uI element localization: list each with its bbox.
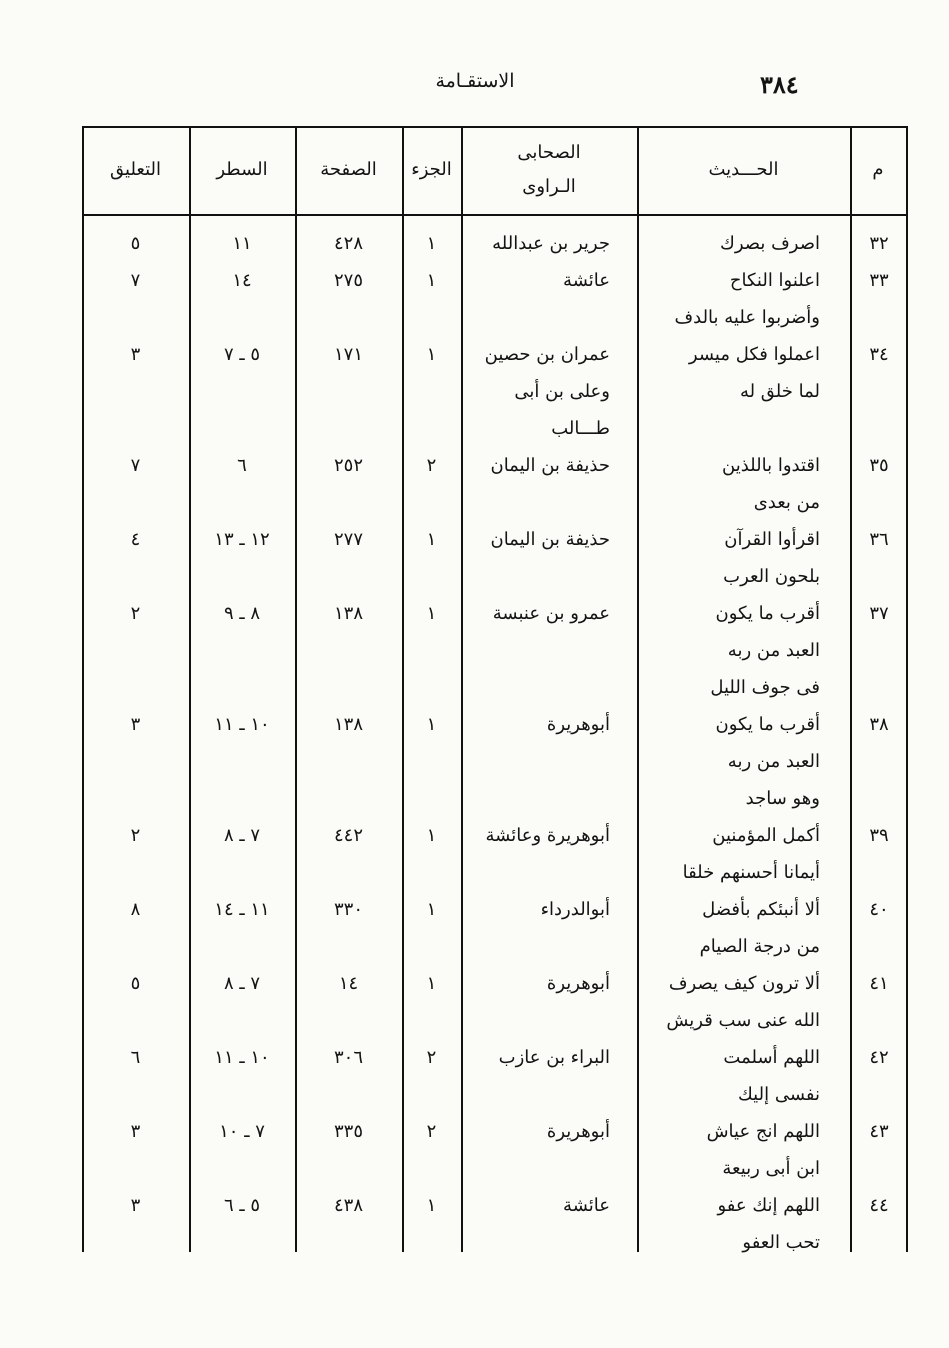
hadith-line: تحب العفو bbox=[742, 1232, 820, 1253]
narrator-text bbox=[563, 1188, 610, 1225]
line-value: ٥ ـ ٧ bbox=[223, 344, 261, 365]
hadith-line: أقرب ما يكون bbox=[715, 714, 820, 735]
hadith-text bbox=[666, 966, 820, 1040]
hadith-line: أقرب ما يكون bbox=[715, 603, 820, 624]
page-value: ١٣٨ bbox=[333, 714, 363, 735]
volume-value: ٢ bbox=[426, 1047, 437, 1068]
page-header bbox=[0, 66, 949, 106]
page-number: ٣٨٤ bbox=[760, 70, 799, 99]
row-number: ٤٠ bbox=[869, 899, 889, 920]
header-page-label: الصفحة bbox=[320, 159, 377, 180]
hadith-line: اللهم أسلمت bbox=[723, 1047, 820, 1068]
narrator-text bbox=[490, 448, 610, 485]
row-number: ٣٥ bbox=[869, 455, 889, 476]
page-value: ٤٤٢ bbox=[333, 825, 363, 846]
header-hadith-label: الحـــديث bbox=[708, 159, 779, 180]
volume-value: ١ bbox=[426, 270, 437, 291]
page-value: ٤٣٨ bbox=[333, 1195, 363, 1216]
page-value: ١٤ bbox=[338, 973, 359, 994]
narrator-line: جرير بن عبدالله bbox=[492, 233, 610, 254]
note-value: ٥ bbox=[130, 233, 141, 254]
hadith-text bbox=[689, 337, 820, 411]
hadith-text bbox=[715, 707, 820, 818]
note-value: ٣ bbox=[130, 1195, 141, 1216]
page-value: ١٧١ bbox=[333, 344, 363, 365]
volume-value: ١ bbox=[426, 899, 437, 920]
narrator-text bbox=[541, 892, 610, 929]
line-value: ٧ ـ ٨ bbox=[223, 973, 261, 994]
narrator-line: طـــالب bbox=[551, 418, 610, 439]
hadith-text bbox=[723, 522, 820, 596]
hadith-line: العبد من ربه bbox=[727, 640, 820, 661]
row-number: ٣٣ bbox=[869, 270, 889, 291]
line-value: ٥ ـ ٦ bbox=[223, 1195, 261, 1216]
hadith-text bbox=[710, 596, 820, 707]
row-number: ٣٢ bbox=[869, 233, 889, 254]
note-value: ٣ bbox=[130, 1121, 141, 1142]
note-value: ٢ bbox=[130, 825, 141, 846]
narrator-line: عمران بن حصين bbox=[484, 344, 610, 365]
hadith-text bbox=[683, 818, 820, 892]
header-volume-label: الجزء bbox=[411, 159, 452, 180]
narrator-line: عائشة bbox=[563, 1195, 610, 1216]
page-value: ٣٣٥ bbox=[333, 1121, 363, 1142]
note-value: ٨ bbox=[130, 899, 141, 920]
hadith-line: اعملوا فكل ميسر bbox=[688, 344, 820, 365]
hadith-line: اعلنوا النكاح bbox=[729, 270, 820, 291]
hadith-line: أيمانا أحسنهم خلقا bbox=[682, 862, 820, 883]
note-value: ٧ bbox=[130, 455, 141, 476]
narrator-line: أبوهريرة وعائشة bbox=[485, 825, 610, 846]
volume-value: ١ bbox=[426, 714, 437, 735]
hadith-line: نفسى إليك bbox=[738, 1084, 820, 1105]
narrator-line: أبوهريرة bbox=[546, 973, 610, 994]
hadith-line: اصرف بصرك bbox=[720, 233, 820, 254]
narrator-text bbox=[547, 707, 610, 744]
hadith-line: اللهم إنك عفو bbox=[717, 1195, 820, 1216]
header-narrator-label: الصحابى bbox=[517, 142, 581, 163]
narrator-text bbox=[547, 966, 610, 1003]
hadith-line: وأضربوا عليه بالدف bbox=[674, 307, 820, 328]
page-value: ٢٧٧ bbox=[333, 529, 363, 550]
hadith-text bbox=[720, 226, 820, 263]
line-value: ١٢ ـ ١٣ bbox=[214, 529, 270, 550]
line-value: ٨ ـ ٩ bbox=[223, 603, 261, 624]
line-value: ٧ ـ ٨ bbox=[223, 825, 261, 846]
narrator-line: حذيفة بن اليمان bbox=[490, 529, 610, 550]
hadith-line: من بعدى bbox=[753, 492, 820, 513]
hadith-line: لما خلق له bbox=[739, 381, 820, 402]
volume-value: ٢ bbox=[426, 455, 437, 476]
hadith-line: من درجة الصيام bbox=[699, 936, 820, 957]
hadith-line: ابن أبى ربيعة bbox=[722, 1158, 820, 1179]
page-value: ٣٣٠ bbox=[333, 899, 363, 920]
note-value: ٤ bbox=[130, 529, 141, 550]
hadith-line: وهو ساجد bbox=[745, 788, 820, 809]
hadith-line: اقتدوا باللذين bbox=[722, 455, 820, 476]
note-value: ٧ bbox=[130, 270, 141, 291]
hadith-text bbox=[722, 448, 820, 522]
line-value: ١١ bbox=[232, 233, 252, 254]
volume-value: ١ bbox=[426, 603, 437, 624]
header-number-label: م bbox=[872, 159, 884, 180]
narrator-line: البراء بن عازب bbox=[498, 1047, 610, 1068]
hadith-text bbox=[700, 892, 820, 966]
narrator-text bbox=[547, 1114, 610, 1151]
row-number: ٣٧ bbox=[869, 603, 889, 624]
volume-value: ١ bbox=[426, 973, 437, 994]
volume-value: ١ bbox=[426, 529, 437, 550]
narrator-text bbox=[485, 337, 610, 448]
narrator-text bbox=[490, 522, 610, 559]
narrator-line: حذيفة بن اليمان bbox=[490, 455, 610, 476]
header-line-label: السطر bbox=[216, 159, 268, 180]
hadith-line: اللهم انج عياش bbox=[706, 1121, 820, 1142]
hadith-line: ألا أنبئكم بأفضل bbox=[702, 899, 820, 920]
page-value: ٢٧٥ bbox=[333, 270, 363, 291]
volume-value: ١ bbox=[426, 233, 437, 254]
page-value: ١٣٨ bbox=[333, 603, 363, 624]
row-number: ٣٩ bbox=[869, 825, 889, 846]
narrator-line: وعلى بن أبى bbox=[514, 381, 610, 402]
row-number: ٤١ bbox=[869, 973, 889, 994]
row-number: ٤٣ bbox=[869, 1121, 889, 1142]
narrator-line: عائشة bbox=[563, 270, 610, 291]
volume-value: ١ bbox=[426, 344, 437, 365]
narrator-text bbox=[493, 596, 610, 633]
narrator-text bbox=[563, 263, 610, 300]
hadith-text bbox=[723, 1040, 820, 1114]
page-value: ٢٥٢ bbox=[333, 455, 363, 476]
hadith-text bbox=[674, 263, 820, 337]
row-number: ٣٦ bbox=[869, 529, 889, 550]
note-value: ٥ bbox=[130, 973, 141, 994]
hadith-line: أكمل المؤمنين bbox=[712, 825, 820, 846]
narrator-line: عمرو بن عنبسة bbox=[492, 603, 610, 624]
hadith-line: الله عنى سب قريش bbox=[666, 1010, 820, 1031]
row-number: ٤٢ bbox=[869, 1047, 889, 1068]
row-number: ٤٤ bbox=[869, 1195, 889, 1216]
hadith-text bbox=[718, 1188, 821, 1262]
hadith-index-table bbox=[82, 126, 908, 1252]
volume-value: ١ bbox=[426, 1195, 437, 1216]
narrator-text bbox=[492, 226, 610, 263]
narrator-text bbox=[486, 818, 610, 855]
narrator-line: أبوهريرة bbox=[546, 714, 610, 735]
line-value: ١٠ ـ ١١ bbox=[214, 1047, 270, 1068]
narrator-text bbox=[499, 1040, 610, 1077]
narrator-line: أبوالدرداء bbox=[540, 899, 610, 920]
page-value: ٤٢٨ bbox=[333, 233, 363, 254]
hadith-line: بلحون العرب bbox=[723, 566, 820, 587]
note-value: ٢ bbox=[130, 603, 141, 624]
header-note-label: التعليق bbox=[110, 159, 162, 180]
volume-value: ١ bbox=[426, 825, 437, 846]
hadith-text bbox=[707, 1114, 820, 1188]
hadith-line: اقرأوا القرآن bbox=[724, 529, 820, 550]
line-value: ١٤ bbox=[232, 270, 252, 291]
page-value: ٣٠٦ bbox=[333, 1047, 363, 1068]
hadith-line: فى جوف الليل bbox=[710, 677, 820, 698]
note-value: ٦ bbox=[130, 1047, 141, 1068]
line-value: ٦ bbox=[237, 455, 247, 476]
line-value: ١٠ ـ ١١ bbox=[214, 714, 270, 735]
row-number: ٣٨ bbox=[869, 714, 889, 735]
note-value: ٣ bbox=[130, 714, 141, 735]
narrator-line: أبوهريرة bbox=[546, 1121, 610, 1142]
hadith-line: العبد من ربه bbox=[727, 751, 820, 772]
line-value: ١١ ـ ١٤ bbox=[214, 899, 270, 920]
header-narrator-sublabel: الـراوى bbox=[522, 176, 576, 197]
volume-value: ٢ bbox=[426, 1121, 437, 1142]
hadith-line: ألا ترون كيف يصرف bbox=[668, 973, 820, 994]
row-number: ٣٤ bbox=[869, 344, 889, 365]
table-body bbox=[82, 126, 908, 1252]
line-value: ٧ ـ ١٠ bbox=[219, 1121, 265, 1142]
note-value: ٣ bbox=[130, 344, 141, 365]
running-title: الاستقـامة bbox=[435, 70, 515, 92]
